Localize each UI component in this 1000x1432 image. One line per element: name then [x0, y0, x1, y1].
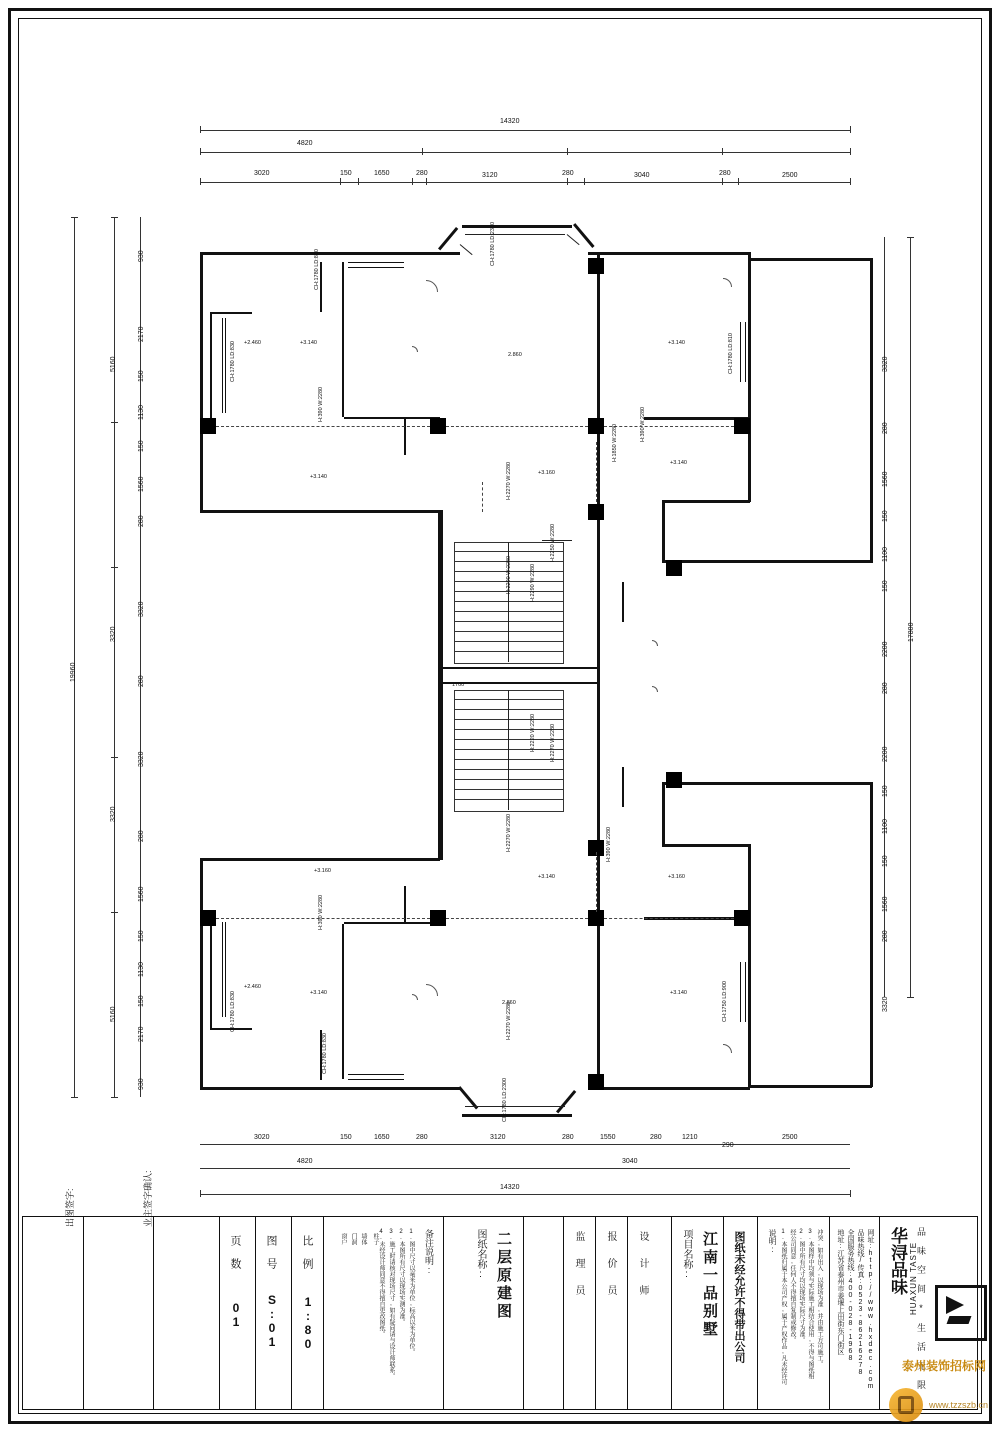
company-web: 网址:http://www.hxdec.com [867, 1229, 874, 1390]
elev-label: +3.140 [670, 990, 687, 996]
door-swing [414, 984, 438, 1008]
axis-dash [604, 918, 734, 919]
wall [748, 1085, 872, 1088]
wall [200, 252, 450, 255]
dim-tick [722, 148, 723, 155]
dim-bot-r2-0: 3020 [254, 1134, 270, 1141]
column [200, 418, 216, 434]
copyright-line: 1.本图纸归属于本公司产权,属于产权作品,凡未经许可 [780, 1229, 786, 1385]
project-label: 项目名称: [681, 1229, 692, 1280]
window [740, 962, 746, 1022]
divider [829, 1217, 830, 1409]
divider [219, 1217, 220, 1409]
window [348, 1074, 404, 1080]
elev-label: +3.160 [314, 868, 331, 874]
dim-top-r2-2: 1650 [374, 170, 390, 177]
dim-tick [111, 1097, 118, 1098]
dim-right-1: 280 [882, 422, 889, 434]
note-line: 2.本图所有尺寸以现场实测为准。 [398, 1229, 404, 1325]
note-line: 1.图中尺寸以毫米为单位,标高以米为单位。 [408, 1229, 414, 1355]
wall-partition [210, 312, 212, 422]
axis-dash [446, 426, 588, 427]
wall-partition [622, 582, 624, 622]
door-tag: CH:1780 LD:830 [230, 991, 236, 1032]
company-hotline: 全国服务热线:400-028-1968 [847, 1229, 854, 1362]
opening-tag: H:2270 W:2280 [506, 461, 512, 500]
opening-tag: H:2270 W:2280 [550, 723, 556, 762]
dim-top-r1-1: 3120 [482, 172, 498, 179]
divider [671, 1217, 672, 1409]
column [734, 418, 750, 434]
dim-left-c1-3: 5160 [110, 1006, 117, 1022]
column [588, 418, 604, 434]
wall [597, 582, 600, 862]
designer-label: 设 计 师 [637, 1231, 648, 1298]
dim-bot-r2-6: 1550 [600, 1134, 616, 1141]
dim-bot-r2-1: 150 [340, 1134, 352, 1141]
divider [879, 1217, 880, 1409]
dim-bottom-row2-line [200, 1144, 850, 1145]
wall-partition [342, 924, 344, 1079]
wall-mid [440, 667, 600, 669]
staircase-lower [454, 690, 564, 812]
axis-dash [596, 852, 597, 912]
dim-tick [200, 178, 201, 185]
axis-dash [216, 426, 430, 427]
door-swing [646, 686, 658, 698]
dim-left-c2-7: 3320 [138, 601, 145, 617]
company-logo-icon [935, 1285, 987, 1341]
brand-name-en: HUAXUN TASTE [909, 1241, 918, 1315]
elev-label: +2.460 [244, 984, 261, 990]
opening-tag: H:390 W:2280 [640, 406, 646, 442]
wall [450, 252, 460, 255]
legend-item: 墙体 [360, 1233, 366, 1245]
owner-confirm-label: 业主签字确认: [143, 1170, 153, 1227]
copyright-line: 冲突,如有出入,以现场为准,并由施工方可施工。 [816, 1229, 822, 1367]
divider [255, 1217, 256, 1409]
dim-bot-r2-7: 280 [650, 1134, 662, 1141]
copyright-line: 经公司同意,任何人不得擅自复制或修改。 [789, 1229, 795, 1343]
dim-top-row1-line [200, 152, 850, 153]
bay-window-line [465, 1106, 565, 1107]
dim-left-c2-1: 2170 [138, 326, 145, 342]
company-mail: 品味热线/传真:0523-86216278 [857, 1229, 864, 1376]
opening-tag: H:2290 W:2280 [506, 555, 512, 594]
dim-bot-r2-5: 280 [562, 1134, 574, 1141]
page-label: 页 数 [229, 1235, 241, 1269]
dim-bottom-total-line [200, 1194, 850, 1195]
door-swing [406, 994, 418, 1006]
elev-label: +3.140 [668, 340, 685, 346]
opening-tag: H:390 W:2280 [318, 386, 324, 422]
elev-label: +2.460 [244, 340, 261, 346]
wall-bay-bottom [462, 1114, 572, 1117]
dim-tick [200, 1190, 201, 1197]
column [588, 910, 604, 926]
wall [870, 258, 873, 563]
wall-bay-right [573, 223, 595, 248]
dim-bot-r2-8: 1210 [682, 1134, 698, 1141]
bay-window-line [465, 234, 565, 235]
door-swing [646, 640, 658, 652]
column [588, 504, 604, 520]
dim-right-3: 150 [882, 510, 889, 522]
column [200, 910, 216, 926]
door-swing [714, 1044, 732, 1062]
wall-bay-left [438, 227, 458, 250]
dim-tick [71, 217, 78, 218]
dim-left-c2-6: 280 [138, 515, 145, 527]
wall [662, 560, 872, 563]
dim-left-c2-13: 1130 [138, 961, 145, 977]
watermark [889, 1388, 988, 1422]
wall [200, 252, 203, 512]
dim-bot-r2-10: 2500 [782, 1134, 798, 1141]
dim-left-c2-8: 280 [138, 675, 145, 687]
wall [200, 510, 440, 513]
wall [662, 500, 665, 562]
dim-right-6: 2200 [882, 641, 889, 657]
watermark-badge-icon [889, 1388, 923, 1422]
sheet-no-label: 图 号 [265, 1235, 277, 1269]
axis-dash [604, 426, 734, 427]
dim-tick [340, 178, 341, 185]
opening-tag: H:390 W:2280 [318, 894, 324, 930]
wall [440, 510, 443, 860]
column [430, 910, 446, 926]
divider [757, 1217, 758, 1409]
scale-value: 1:80 [301, 1295, 315, 1351]
elev-label: +3.140 [310, 474, 327, 480]
dim-tick [426, 178, 427, 185]
copyright-line: 2.图中所有尺寸均以现场实际尺寸为准。 [798, 1229, 804, 1343]
dim-top-r1-2: 3040 [634, 172, 650, 179]
dim-left-c2-4: 150 [138, 440, 145, 452]
dim-top-r2-0: 3020 [254, 170, 270, 177]
wall [597, 255, 600, 515]
dim-top-r2-7: 280 [719, 170, 731, 177]
door-swing [414, 280, 438, 304]
dim-bot-r2-2: 1650 [374, 1134, 390, 1141]
dim-left-col1-line [114, 217, 115, 1097]
door-tag: CH:1780 LD:830 [322, 1033, 328, 1074]
window [222, 318, 226, 413]
stair-rail [508, 690, 509, 810]
dim-right-13: 280 [882, 930, 889, 942]
dim-left-c2-15: 2170 [138, 1026, 145, 1042]
dim-right-8: 2200 [882, 746, 889, 762]
project-value: 江南一品别墅 [701, 1231, 718, 1339]
wall [662, 500, 750, 503]
axis-dash [596, 442, 597, 502]
door-tag: CH:1780 LD:2300 [502, 1077, 508, 1122]
wall [597, 512, 600, 592]
stair-note: 1700 [452, 682, 465, 688]
dim-left-c1-1: 3320 [110, 626, 117, 642]
dim-top-total: 14320 [500, 118, 520, 125]
divider [723, 1217, 724, 1409]
drawing-name-value: 二层原建图 [495, 1231, 512, 1321]
door-tag: CH:1780 LD:2300 [490, 221, 496, 266]
wall [748, 252, 751, 502]
dim-left-c2-10: 280 [138, 830, 145, 842]
dim-right-12: 1560 [882, 896, 889, 912]
dim-top-r1-0: 4820 [297, 140, 313, 147]
wall-partition [344, 417, 440, 419]
dim-tick [567, 178, 568, 185]
dim-left-total: 19960 [70, 662, 77, 682]
dim-left-c2-16: 930 [138, 1078, 145, 1090]
divider [563, 1217, 564, 1409]
dim-right-4: 1100 [882, 546, 889, 562]
elev-label: +3.160 [538, 470, 555, 476]
dim-left-c2-14: 150 [138, 995, 145, 1007]
dim-tick [584, 178, 585, 185]
dim-left-total-line [74, 217, 75, 1097]
divider [523, 1217, 524, 1409]
wall [662, 782, 872, 785]
copyright-line: 3.本图样中均须与实际施工相结合使用,不得与图纸相 [807, 1229, 813, 1379]
legend-item: 门洞 [350, 1233, 356, 1245]
dim-left-c2-2: 150 [138, 370, 145, 382]
dim-top-r1-3: 2500 [782, 172, 798, 179]
dim-right-9: 150 [882, 785, 889, 797]
dim-bot-r1-0: 4820 [297, 1158, 313, 1165]
issue-sign-label: 出图签字: [65, 1188, 75, 1227]
dim-left-c2-5: 1560 [138, 476, 145, 492]
elev-label: +3.140 [538, 874, 555, 880]
divider [153, 1217, 154, 1409]
column [588, 1074, 604, 1090]
note-line: 3.施工时请核对现场尺寸,如有疑问请与设计师联系。 [388, 1229, 394, 1379]
opening-tag: H:390 W:2280 [606, 826, 612, 862]
window [222, 922, 226, 1017]
bay-window-line [460, 244, 473, 255]
supervisor-label: 监 理 员 [573, 1231, 584, 1298]
dim-right-14: 3320 [882, 996, 889, 1012]
dim-left-c1-2: 3320 [110, 806, 117, 822]
wall-partition [210, 920, 212, 1030]
dim-bottom-row1-line [200, 1168, 850, 1169]
copyright-title: 说明: [768, 1229, 777, 1254]
dim-tick [412, 178, 413, 185]
wall [748, 258, 872, 261]
budget-label: 报 价 员 [605, 1231, 616, 1298]
dim-right-10: 1100 [882, 818, 889, 834]
divider [291, 1217, 292, 1409]
dim-tick [850, 1190, 851, 1197]
opening-tag: H:2220 W:2280 [530, 713, 536, 752]
divider [595, 1217, 596, 1409]
column [588, 258, 604, 274]
wall [600, 1087, 750, 1090]
dim-bot-r2-3: 280 [416, 1134, 428, 1141]
sheet-no-value: S:01 [265, 1293, 279, 1349]
wall-bay-right [556, 1090, 576, 1113]
divider [83, 1217, 84, 1409]
dim-right-total: 17800 [908, 622, 915, 642]
dim-tick [200, 126, 201, 133]
column [666, 560, 682, 576]
wall-partition [404, 417, 406, 455]
dim-tick [71, 1097, 78, 1098]
dim-left-c2-0: 930 [138, 250, 145, 262]
dim-left-c2-12: 150 [138, 930, 145, 942]
dim-left-c1-0: 5160 [110, 356, 117, 372]
dim-right-total-line [910, 237, 911, 997]
watermark-site-top: 泰州装饰招标网 [901, 1359, 986, 1373]
opening-tag: H:2290 W:2280 [530, 563, 536, 602]
axis-dash [482, 482, 483, 512]
elev-label: 2.860 [508, 352, 522, 358]
door-tag: CH:1780 LD:830 [230, 341, 236, 382]
wall [870, 782, 873, 1087]
opening-tag: H:1850 W:2280 [612, 423, 618, 462]
door-swing [714, 278, 732, 296]
dim-tick [422, 148, 423, 155]
wall [200, 858, 440, 861]
dim-tick [111, 217, 118, 218]
dim-bot-r1-1: 3040 [622, 1158, 638, 1165]
wall-bay-top [462, 225, 572, 228]
wall [597, 858, 600, 1088]
dim-top-r2-1: 150 [340, 170, 352, 177]
legend-item: 窗户 [340, 1233, 346, 1245]
drawing-name-label: 图纸名称: [475, 1229, 486, 1280]
legend-item: 柱子 [372, 1233, 378, 1245]
divider [323, 1217, 324, 1409]
note-line: 4.未经设计师同意不得擅自更改图纸。 [378, 1229, 384, 1337]
page-value: 01 [229, 1301, 243, 1329]
elev-label: 2.860 [502, 1000, 516, 1006]
dim-tick [358, 178, 359, 185]
wall-partition [622, 767, 624, 807]
door-tag: CH:1780 LD:830 [314, 249, 320, 290]
wall-partition [342, 262, 344, 417]
dim-bottom-total: 14320 [500, 1184, 520, 1191]
dim-tick [111, 567, 118, 568]
opening-tag: H:2270 W:2280 [506, 1001, 512, 1040]
scale-label: 比 例 [301, 1235, 313, 1269]
dim-bot-r2-9: 290 [722, 1142, 734, 1149]
dim-tick [850, 148, 851, 155]
door-swing [406, 346, 418, 358]
bay-window-line [567, 234, 580, 245]
dim-top-r2-3: 280 [416, 170, 428, 177]
dim-right-2: 1560 [882, 471, 889, 487]
wall [600, 252, 750, 255]
divider [627, 1217, 628, 1409]
divider [443, 1217, 444, 1409]
elev-label: +3.160 [668, 874, 685, 880]
dim-tick [850, 178, 851, 185]
opening-tag: H:2250 W:2280 [550, 523, 556, 562]
door-tag: CH:1750 LD:900 [722, 981, 728, 1022]
opening-tag: H:2270 W:2280 [506, 813, 512, 852]
column [666, 772, 682, 788]
dim-left-c2-9: 3320 [138, 751, 145, 767]
elev-label-sub: +3.140 [300, 340, 317, 346]
dim-right-chain-line [884, 237, 885, 997]
door-tag: CH:1780 LD:810 [728, 333, 734, 374]
dim-tick [722, 178, 723, 185]
dim-right-11: 150 [882, 855, 889, 867]
wall [662, 784, 665, 846]
dim-right-7: 280 [882, 682, 889, 694]
elev-label: +3.140 [670, 460, 687, 466]
column [734, 910, 750, 926]
notes-title: 备注说明: [424, 1229, 434, 1275]
dim-tick [111, 912, 118, 913]
wall-partition [210, 312, 252, 314]
wall [748, 844, 751, 1088]
axis-dash [446, 918, 588, 919]
dim-top-r2-5: 280 [562, 170, 574, 177]
dim-tick [200, 148, 201, 155]
dim-tick [567, 148, 568, 155]
column [430, 418, 446, 434]
dim-top-row2-line [200, 182, 850, 183]
dim-right-0: 3320 [882, 356, 889, 372]
wall-partition [344, 922, 440, 924]
window [740, 322, 746, 382]
company-address: 地址:江苏省泰州市姜堰上田街东门街区 [837, 1229, 844, 1355]
dim-tick [111, 422, 118, 423]
dim-tick [111, 757, 118, 758]
watermark-site-name: www.tzzszb.cn [928, 1400, 988, 1410]
dim-top-total-line [200, 130, 850, 131]
wall [662, 844, 750, 847]
dim-tick [907, 997, 914, 998]
window [348, 262, 404, 268]
stair-landing [542, 540, 572, 541]
dim-tick [907, 237, 914, 238]
wall [200, 1087, 450, 1090]
dim-left-c2-11: 1560 [138, 886, 145, 902]
dim-right-5: 150 [882, 580, 889, 592]
dim-tick [850, 126, 851, 133]
floor-plan [22, 22, 978, 1212]
dim-tick [738, 178, 739, 185]
wall [200, 858, 203, 1090]
confidential-note: 图纸未经允许不得带出公司 [733, 1231, 745, 1363]
dim-bot-r2-4: 3120 [490, 1134, 506, 1141]
dim-left-c2-3: 1130 [138, 404, 145, 420]
brand-slogan: 品 味 空 间 * 生 活 无 限 [916, 1227, 926, 1389]
elev-label-sub: +3.140 [310, 990, 327, 996]
brand-name-cn: 华浔品味 [888, 1227, 907, 1295]
